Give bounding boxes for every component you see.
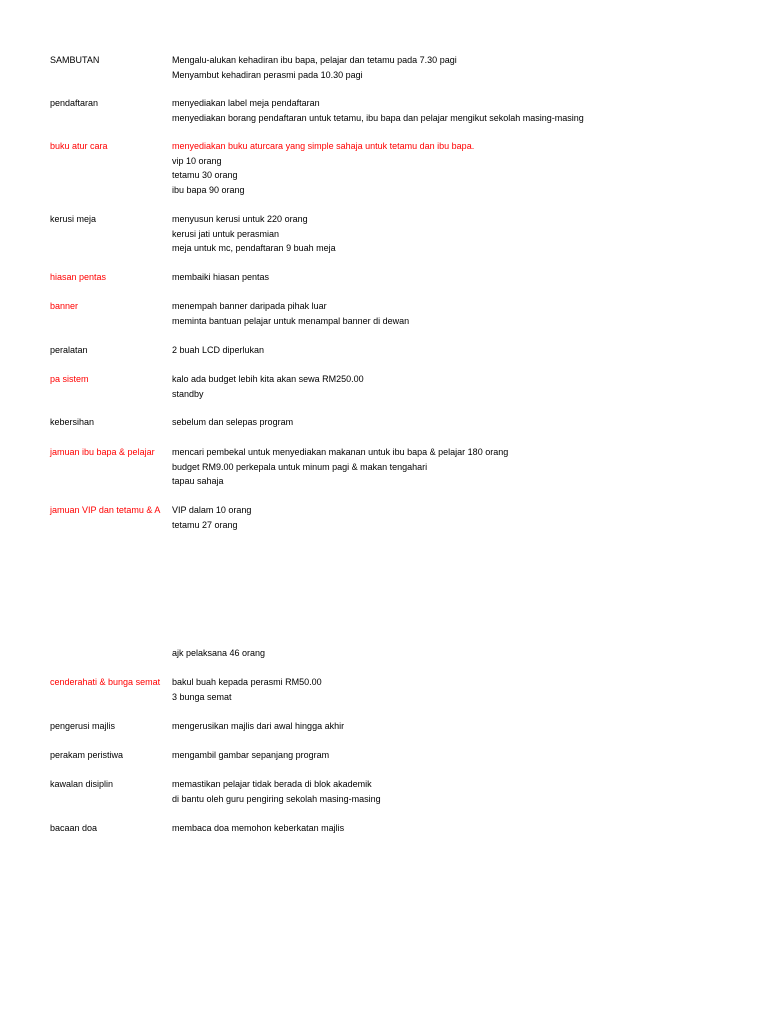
detail-line: menyediakan borang pendaftaran untuk tetamu, ibu bapa dan pelajar mengikut sekolah masing-masing xyxy=(172,112,584,123)
detail-line: meja untuk mc, pendaftaran 9 buah meja xyxy=(172,243,336,254)
row-label: pendaftaran xyxy=(50,98,99,108)
detail-line: kerusi jati untuk perasmian xyxy=(172,228,280,239)
detail-line: VIP dalam 10 orang xyxy=(172,505,252,515)
detail-line: menyediakan label meja pendaftaran xyxy=(172,98,320,108)
row-label: hiasan pentas xyxy=(50,272,107,282)
detail-line: tetamu 27 orang xyxy=(172,519,238,530)
detail-line: mengambil gambar sepanjang program xyxy=(172,750,330,760)
row-details xyxy=(172,777,381,806)
detail-line: membaca doa memohon keberkatan majlis xyxy=(172,823,345,833)
detail-line: bakul buah kepada perasmi RM50.00 xyxy=(172,677,322,687)
row-details xyxy=(172,139,474,197)
detail-line: ajk pelaksana 46 orang xyxy=(172,648,266,658)
row-details xyxy=(172,675,322,704)
detail-line: sebelum dan selepas program xyxy=(172,417,294,427)
detail-line: mengerusikan majlis dari awal hingga akhir xyxy=(172,721,345,731)
row-label: banner xyxy=(50,301,79,311)
row-label: jamuan VIP dan tetamu & A xyxy=(50,505,161,515)
row-details xyxy=(172,445,508,489)
detail-line: kalo ada budget lebih kita akan sewa RM250.00 xyxy=(172,374,364,384)
row-label: kerusi meja xyxy=(50,214,97,224)
detail-line: Mengalu-alukan kehadiran ibu bapa, pelajar dan tetamu pada 7.30 pagi xyxy=(172,55,457,65)
detail-line: menyusun kerusi untuk 220 orang xyxy=(172,214,308,224)
row-details xyxy=(172,748,329,763)
row-details xyxy=(172,53,457,82)
row-label: kawalan disiplin xyxy=(50,779,114,789)
detail-line: di bantu oleh guru pengiring sekolah masing-masing xyxy=(172,793,381,804)
row-label: cenderahati & bunga semat xyxy=(50,677,161,687)
detail-line: ibu bapa 90 orang xyxy=(172,184,245,195)
detail-line: budget RM9.00 perkepala untuk minum pagi & makan tengahari xyxy=(172,461,428,472)
row-label: buku atur cara xyxy=(50,141,108,151)
row-details xyxy=(172,343,264,358)
row-details xyxy=(172,503,251,532)
detail-line: memastikan pelajar tidak berada di blok akademik xyxy=(172,779,372,789)
detail-line: menyediakan buku aturcara yang simple sahaja untuk tetamu dan ibu bapa. xyxy=(172,141,475,151)
row-label: SAMBUTAN xyxy=(50,55,100,65)
detail-line: vip 10 orang xyxy=(172,155,222,166)
row-label: bacaan doa xyxy=(50,823,98,833)
row-details xyxy=(172,821,344,836)
detail-line: 3 bunga semat xyxy=(172,691,232,702)
row-label: perakam peristiwa xyxy=(50,750,124,760)
row-details xyxy=(172,299,409,328)
detail-line: tapau sahaja xyxy=(172,476,224,487)
detail-line: membaiki hiasan pentas xyxy=(172,272,270,282)
detail-line: 2 buah LCD diperlukan xyxy=(172,345,265,355)
row-details xyxy=(172,719,344,734)
row-details xyxy=(172,646,265,661)
row-label: kebersihan xyxy=(50,417,95,427)
row-details xyxy=(172,415,293,430)
row-label: peralatan xyxy=(50,345,88,355)
detail-line: standby xyxy=(172,388,204,399)
row-label: pengerusi majlis xyxy=(50,721,116,731)
row-details xyxy=(172,212,336,256)
detail-line: meminta bantuan pelajar untuk menampal banner di dewan xyxy=(172,315,410,326)
detail-line: tetamu 30 orang xyxy=(172,170,238,181)
detail-line: Menyambut kehadiran perasmi pada 10.30 pagi xyxy=(172,69,363,80)
row-details xyxy=(172,270,269,285)
row-details xyxy=(172,96,584,125)
row-details xyxy=(172,372,364,401)
detail-line: menempah banner daripada pihak luar xyxy=(172,301,327,311)
row-label: jamuan ibu bapa & pelajar xyxy=(50,447,155,457)
detail-line: mencari pembekal untuk menyediakan makanan untuk ibu bapa & pelajar 180 orang xyxy=(172,447,509,457)
row-label: pa sistem xyxy=(50,374,89,384)
